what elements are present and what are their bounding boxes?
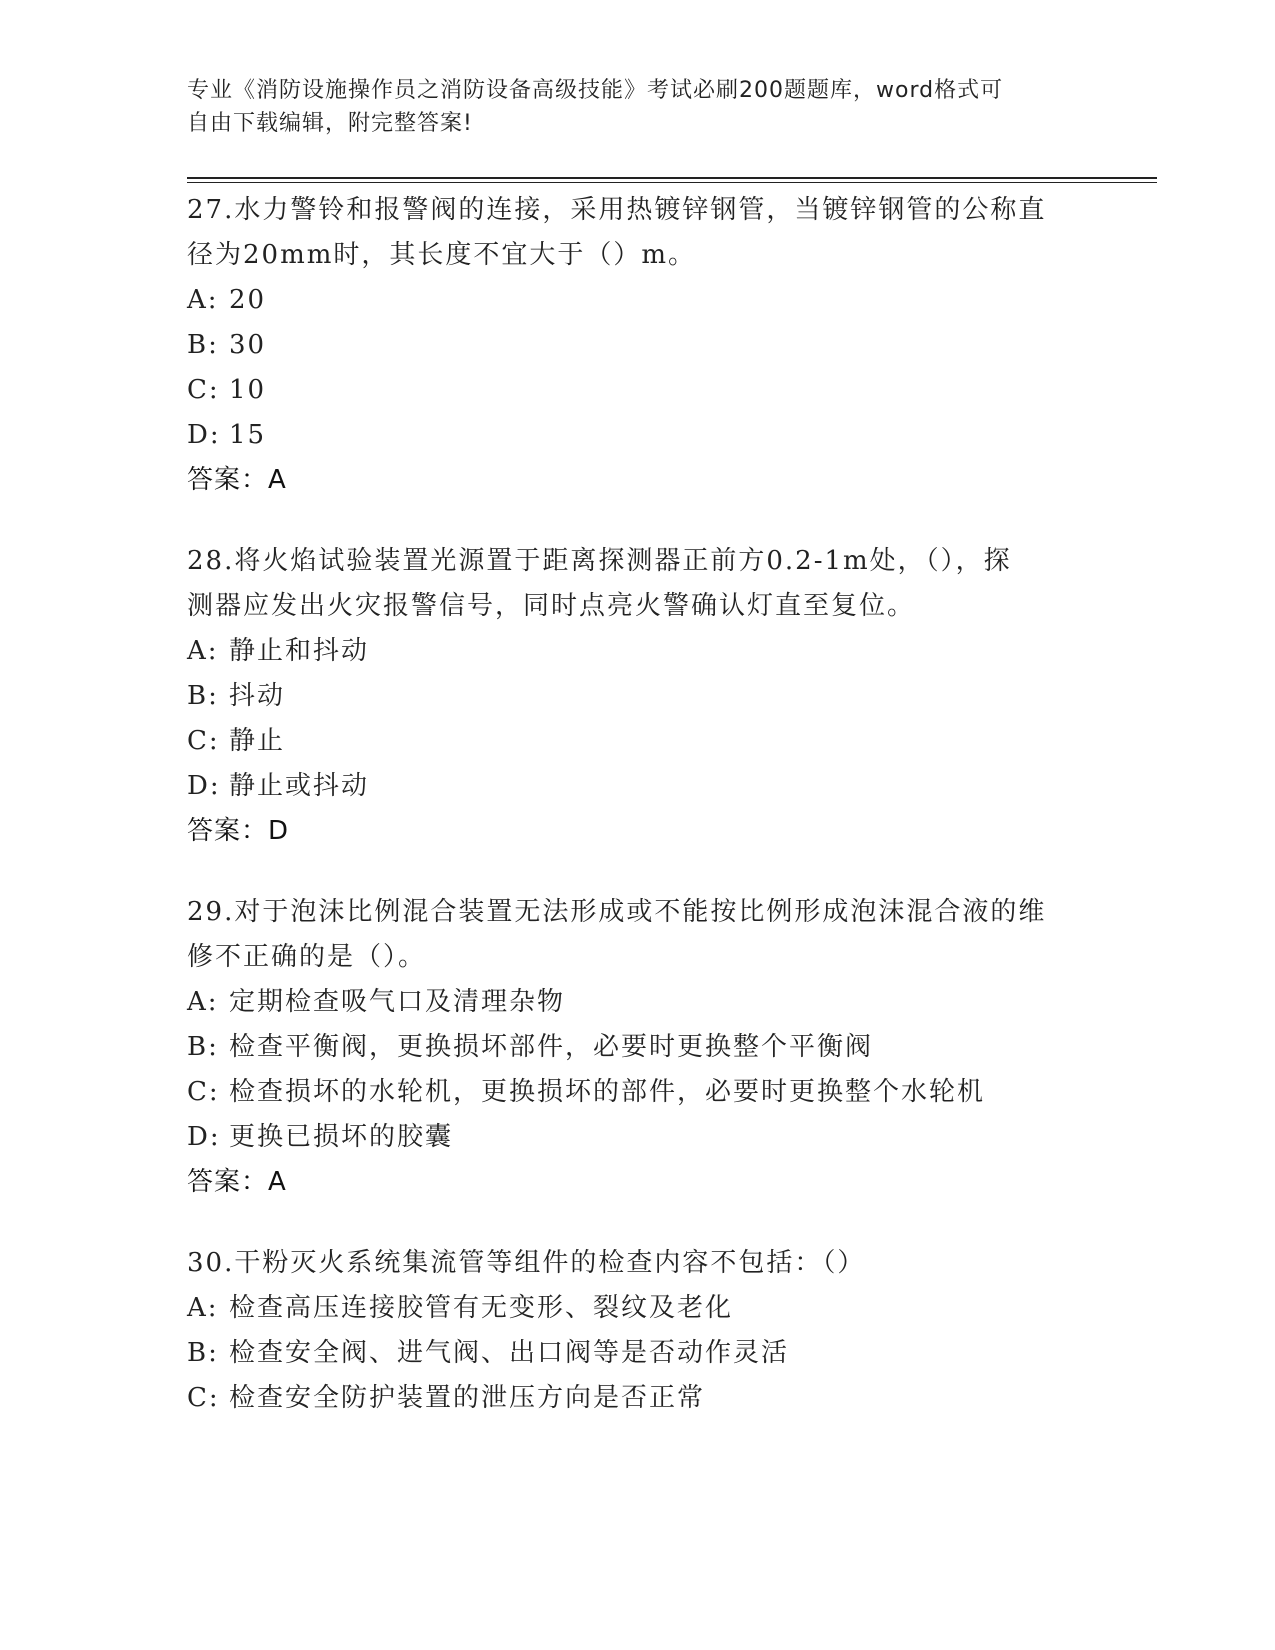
option-key: A:	[187, 987, 219, 1017]
question-item	[187, 890, 1087, 1205]
option-a	[187, 278, 1087, 323]
option-key: D:	[187, 1122, 221, 1152]
question-text: 29.对于泡沫比例混合装置无法形成或不能按比例形成泡沫混合液的维	[187, 897, 1047, 927]
question-text: 27.水力警铃和报警阀的连接，采用热镀锌钢管，当镀锌钢管的公称直	[187, 195, 1047, 225]
option-text: 检查安全防护装置的泄压方向是否正常	[229, 1383, 706, 1413]
option-text: 静止或抖动	[229, 771, 370, 801]
option-key: C:	[187, 1077, 220, 1107]
question-list	[187, 188, 1087, 1457]
question-text: 测器应发出火灾报警信号，同时点亮火警确认灯直至复位。	[187, 591, 916, 621]
option-text: 定期检查吸气口及清理杂物	[229, 987, 566, 1017]
answer-line: 答案：A	[187, 1167, 287, 1197]
document-header	[187, 74, 1087, 140]
question-text: 修不正确的是（）。	[187, 942, 427, 972]
option-c	[187, 719, 1087, 764]
option-key: C:	[187, 375, 220, 405]
option-c	[187, 1376, 1087, 1421]
option-key: B:	[187, 1338, 219, 1368]
header-divider-thin	[187, 182, 1157, 183]
option-text: 静止	[229, 726, 286, 756]
option-text: 30	[229, 330, 267, 360]
option-b	[187, 674, 1087, 719]
header-line: 自由下载编辑，附完整答案!	[187, 111, 473, 136]
header-divider	[187, 177, 1157, 179]
option-text: 15	[229, 420, 267, 450]
option-d	[187, 764, 1087, 809]
option-c	[187, 368, 1087, 413]
answer-line: 答案：A	[187, 465, 287, 495]
option-key: A:	[187, 285, 219, 315]
option-b	[187, 323, 1087, 368]
option-text: 抖动	[229, 681, 286, 711]
option-key: C:	[187, 726, 220, 756]
option-b	[187, 1331, 1087, 1376]
option-key: B:	[187, 330, 219, 360]
option-text: 检查损坏的水轮机，更换损坏的部件，必要时更换整个水轮机	[229, 1077, 986, 1107]
answer-line: 答案：D	[187, 816, 290, 846]
option-b	[187, 1025, 1087, 1070]
question-text: 30.干粉灭火系统集流管等组件的检查内容不包括：（）	[187, 1248, 866, 1278]
option-a	[187, 1286, 1087, 1331]
option-a	[187, 629, 1087, 674]
option-text: 20	[229, 285, 267, 315]
question-item	[187, 539, 1087, 854]
option-key: A:	[187, 1293, 219, 1323]
option-text: 静止和抖动	[229, 636, 370, 666]
option-key: B:	[187, 681, 219, 711]
option-text: 检查安全阀、进气阀、出口阀等是否动作灵活	[229, 1338, 790, 1368]
option-key: D:	[187, 771, 221, 801]
option-d	[187, 1115, 1087, 1160]
option-a	[187, 980, 1087, 1025]
question-item	[187, 188, 1087, 503]
question-text: 径为20mm时，其长度不宜大于（）m。	[187, 240, 697, 270]
option-key: C:	[187, 1383, 220, 1413]
option-key: A:	[187, 636, 219, 666]
option-text: 检查高压连接胶管有无变形、裂纹及老化	[229, 1293, 734, 1323]
option-text: 更换已损坏的胶囊	[229, 1122, 454, 1152]
option-key: B:	[187, 1032, 219, 1062]
option-c	[187, 1070, 1087, 1115]
question-text: 28.将火焰试验装置光源置于距离探测器正前方0.2-1m处，（），探	[187, 546, 1012, 576]
header-line: 专业《消防设施操作员之消防设备高级技能》考试必刷200题题库，word格式可	[187, 78, 1004, 103]
option-d	[187, 413, 1087, 458]
option-text: 检查平衡阀，更换损坏部件，必要时更换整个平衡阀	[229, 1032, 874, 1062]
question-item	[187, 1241, 1087, 1421]
option-key: D:	[187, 420, 221, 450]
option-text: 10	[229, 375, 267, 405]
